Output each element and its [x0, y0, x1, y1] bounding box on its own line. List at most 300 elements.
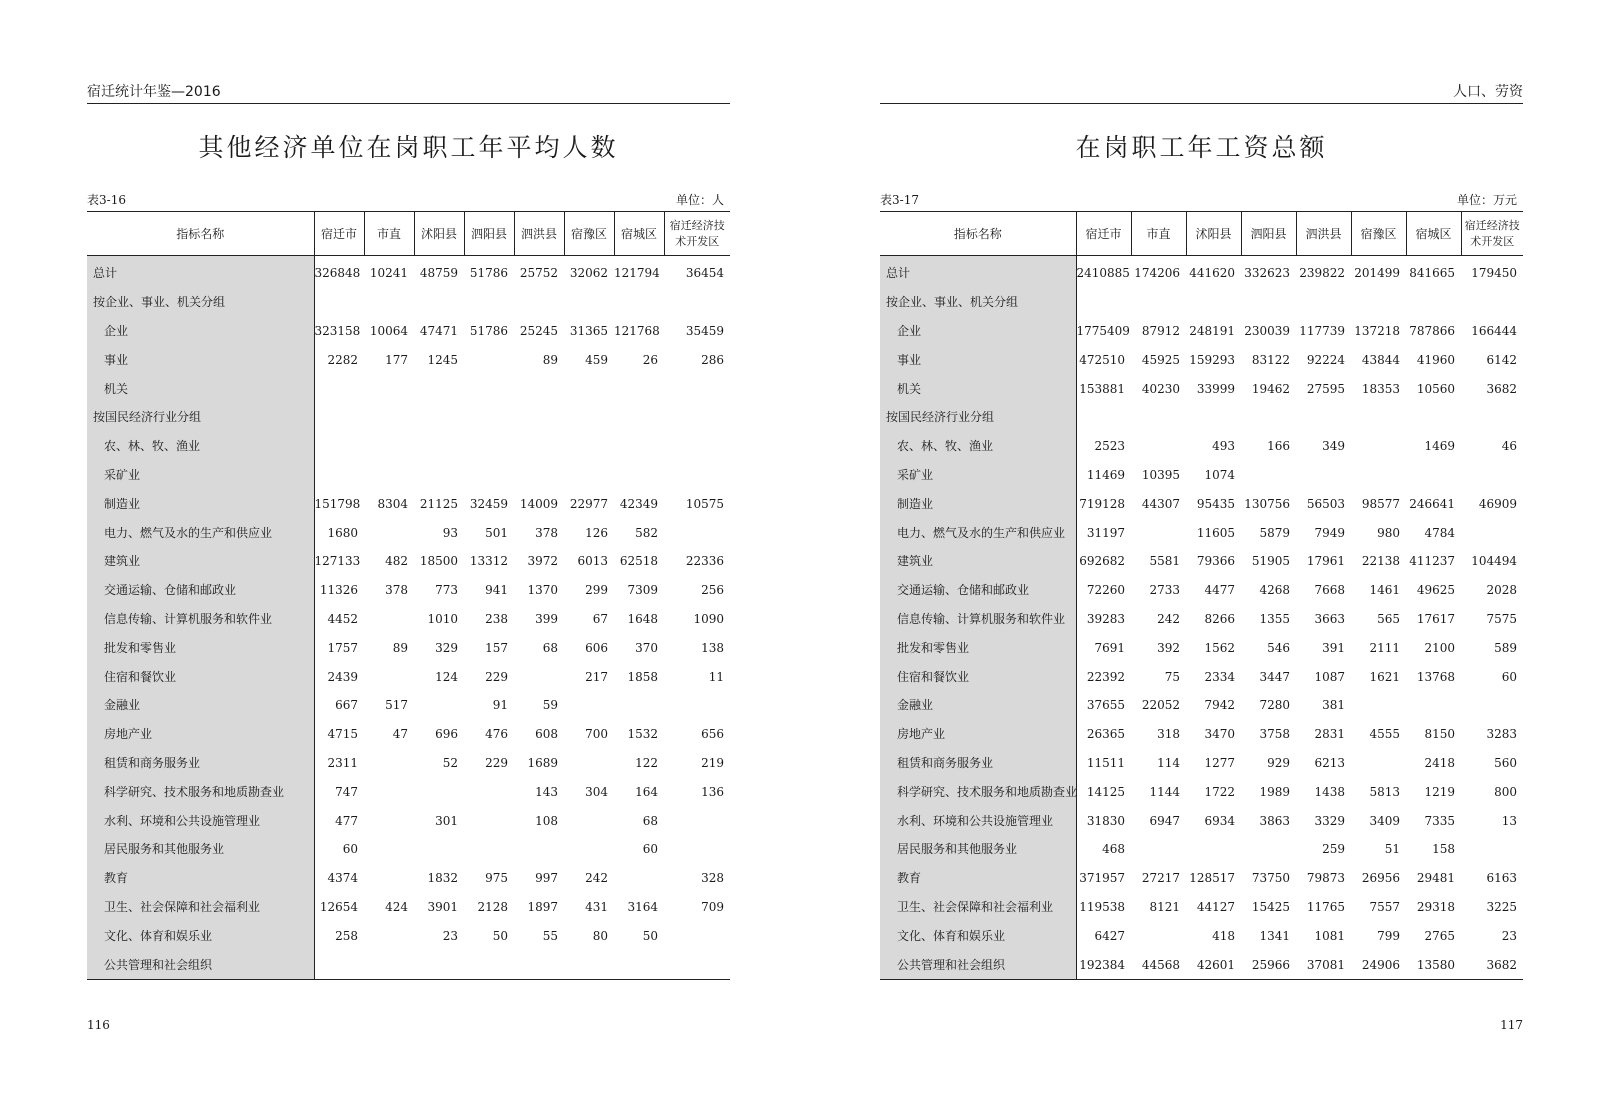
running-head: 人口、劳资	[880, 83, 1523, 104]
table-cell	[464, 461, 514, 490]
table-cell: 174206	[1134, 266, 1180, 281]
table-cell	[564, 461, 614, 490]
table-cell: 73750	[1251, 871, 1290, 886]
table-cell: 1370	[527, 583, 558, 598]
row-label: 卫生、社会保障和社会福利业	[87, 893, 314, 922]
table-row	[87, 288, 730, 317]
table-row	[87, 489, 730, 518]
table-cell: 378	[385, 583, 408, 598]
unit-label: 单位：万元	[1456, 193, 1517, 207]
table-cell: 4555	[1369, 727, 1400, 742]
row-label: 公共管理和社会组织	[87, 950, 314, 979]
table-cell: 459	[585, 352, 608, 367]
table-cell: 2418	[1424, 755, 1455, 770]
table-cell: 476	[485, 727, 508, 742]
table-cell: 32459	[469, 496, 508, 511]
table-row	[87, 374, 730, 403]
table-row	[880, 921, 1523, 950]
table-cell: 14125	[1086, 784, 1125, 799]
table-cell: 67	[592, 611, 608, 626]
row-label: 事业	[87, 345, 314, 374]
table-cell: 318	[1157, 727, 1180, 742]
table-row	[87, 403, 730, 432]
table-row	[87, 345, 730, 374]
table-cell	[414, 374, 464, 403]
table-cell: 1090	[693, 611, 724, 626]
table-cell: 68	[642, 813, 658, 828]
row-label: 租赁和商务服务业	[87, 749, 314, 778]
row-label: 建筑业	[87, 547, 314, 576]
table-cell: 328	[701, 871, 724, 886]
table-cell: 72260	[1086, 583, 1125, 598]
table-cell: 392	[1157, 640, 1180, 655]
table-cell: 29481	[1416, 871, 1455, 886]
table-cell: 1989	[1259, 784, 1290, 799]
row-label: 农、林、牧、渔业	[880, 432, 1076, 461]
table-cell: 31365	[569, 323, 608, 338]
table-cell: 46	[1501, 439, 1517, 454]
table-cell: 87912	[1141, 323, 1180, 338]
table-cell: 4452	[327, 611, 358, 626]
table-cell: 700	[585, 727, 608, 742]
table-cell: 47	[392, 727, 408, 742]
table-cell: 7335	[1424, 813, 1455, 828]
table-cell	[614, 864, 664, 893]
table-cell	[414, 950, 464, 979]
table-cell: 5581	[1149, 554, 1180, 569]
table-cell	[1131, 403, 1186, 432]
table-cell: 2765	[1424, 928, 1455, 943]
table-cell: 42601	[1186, 950, 1241, 979]
row-label: 房地产业	[87, 720, 314, 749]
table-cell	[1351, 432, 1406, 461]
table-cell	[514, 403, 564, 432]
table-cell: 13580	[1406, 950, 1461, 979]
table-cell	[1406, 288, 1461, 317]
table-cell	[1186, 288, 1241, 317]
header-row	[87, 212, 730, 256]
table-cell: 10241	[369, 266, 408, 281]
table-cell: 158	[1432, 842, 1455, 857]
table-row	[880, 749, 1523, 778]
table-cell	[1076, 288, 1131, 317]
table-cell: 92224	[1306, 352, 1345, 367]
table-cell	[664, 374, 730, 403]
table-cell: 11765	[1306, 899, 1345, 914]
table-cell	[1461, 691, 1523, 720]
table-row	[880, 317, 1523, 346]
table-cell: 3225	[1486, 899, 1517, 914]
row-label: 按企业、事业、机关分组	[880, 288, 1076, 317]
table-cell: 5879	[1259, 525, 1290, 540]
table-cell: 299	[585, 583, 608, 598]
table-cell: 43844	[1361, 352, 1400, 367]
row-label: 信息传输、计算机服务和软件业	[880, 605, 1076, 634]
table-cell	[364, 662, 414, 691]
table-row	[87, 691, 730, 720]
table-cell: 1469	[1424, 439, 1455, 454]
column-header: 市直	[1131, 212, 1186, 256]
table-cell	[564, 806, 614, 835]
table-row	[87, 921, 730, 950]
row-label: 公共管理和社会组织	[880, 950, 1076, 979]
table-cell	[364, 518, 414, 547]
table-row	[87, 432, 730, 461]
table-row	[87, 461, 730, 490]
table-row	[87, 749, 730, 778]
table-cell: 164	[635, 784, 658, 799]
table-cell: 329	[435, 640, 458, 655]
table-row	[880, 576, 1523, 605]
table-cell	[1241, 835, 1296, 864]
table-cell: 3663	[1314, 611, 1345, 626]
table-cell	[364, 950, 414, 979]
table-cell: 13312	[469, 554, 508, 569]
table-cell: 1355	[1259, 611, 1290, 626]
table-cell: 25245	[519, 323, 558, 338]
row-label: 信息传输、计算机服务和软件业	[87, 605, 314, 634]
table-cell	[664, 806, 730, 835]
table-cell	[364, 432, 414, 461]
table-cell: 121768	[614, 323, 660, 338]
table-cell: 2311	[327, 755, 358, 770]
table-row	[880, 256, 1523, 288]
row-label: 金融业	[87, 691, 314, 720]
table-cell: 3901	[427, 899, 458, 914]
table-cell: 17617	[1416, 611, 1455, 626]
table-cell: 6142	[1486, 352, 1517, 367]
table-cell: 799	[1377, 928, 1400, 943]
table-cell	[564, 288, 614, 317]
table-cell	[464, 777, 514, 806]
table-cell: 656	[701, 727, 724, 742]
table-cell: 6427	[1094, 928, 1125, 943]
table-cell: 477	[335, 813, 358, 828]
table-cell: 259	[1322, 842, 1345, 857]
running-head: 宿迁统计年鉴—2016	[87, 83, 730, 104]
table-cell: 95435	[1196, 496, 1235, 511]
table-cell	[364, 835, 414, 864]
table-cell: 5813	[1369, 784, 1400, 799]
table-cell: 229	[485, 669, 508, 684]
table-cell: 565	[1377, 611, 1400, 626]
table-cell	[1461, 835, 1523, 864]
table-cell: 608	[535, 727, 558, 742]
row-label: 采矿业	[880, 461, 1076, 490]
table-cell: 1144	[1149, 784, 1180, 799]
table-cell: 11469	[1086, 467, 1125, 482]
row-label: 教育	[880, 864, 1076, 893]
table-cell: 44307	[1141, 496, 1180, 511]
table-cell: 6163	[1486, 871, 1517, 886]
table-row	[880, 720, 1523, 749]
table-cell: 18500	[419, 554, 458, 569]
table-cell: 517	[385, 698, 408, 713]
table-cell: 7691	[1094, 640, 1125, 655]
table-row	[880, 662, 1523, 691]
table-cell: 79873	[1306, 871, 1345, 886]
table-cell: 25752	[519, 266, 558, 281]
table-cell	[564, 691, 614, 720]
table-row	[87, 605, 730, 634]
table-cell: 37081	[1296, 950, 1351, 979]
table-cell	[364, 806, 414, 835]
table-cell	[514, 374, 564, 403]
table-cell: 304	[585, 784, 608, 799]
table-cell: 22392	[1086, 669, 1125, 684]
table-cell: 83122	[1251, 352, 1290, 367]
table-cell	[464, 345, 514, 374]
table-row	[87, 256, 730, 288]
row-label: 科学研究、技术服务和地质勘查业	[880, 777, 1076, 806]
table-cell	[364, 864, 414, 893]
table-cell: 11	[708, 669, 724, 684]
table-cell	[1461, 403, 1523, 432]
table-cell	[364, 374, 414, 403]
page-title: 其他经济单位在岗职工年平均人数	[198, 133, 619, 162]
table-cell: 239822	[1299, 266, 1345, 281]
table-cell	[464, 950, 514, 979]
table-cell: 6013	[577, 554, 608, 569]
table-cell: 747	[335, 784, 358, 799]
table-cell: 2334	[1204, 669, 1235, 684]
row-label: 交通运输、仓储和邮政业	[87, 576, 314, 605]
table-cell: 7280	[1259, 698, 1290, 713]
table-cell	[614, 403, 664, 432]
table-cell: 17961	[1306, 554, 1345, 569]
table-cell: 719128	[1079, 496, 1125, 511]
table-cell: 179450	[1471, 266, 1517, 281]
table-cell: 49625	[1416, 583, 1455, 598]
table-cell	[564, 835, 614, 864]
row-label: 按企业、事业、机关分组	[87, 288, 314, 317]
row-label: 建筑业	[880, 547, 1076, 576]
table-cell: 248191	[1189, 323, 1235, 338]
table-row	[880, 489, 1523, 518]
row-label: 批发和零售业	[880, 633, 1076, 662]
table-cell: 80	[592, 928, 608, 943]
row-label: 科学研究、技术服务和地质勘查业	[87, 777, 314, 806]
table-cell: 2410885	[1076, 266, 1130, 281]
table-cell	[314, 432, 364, 461]
row-label: 住宿和餐饮业	[87, 662, 314, 691]
table-cell: 1858	[627, 669, 658, 684]
table-cell	[1241, 403, 1296, 432]
table-cell: 137218	[1354, 323, 1400, 338]
row-label: 电力、燃气及水的生产和供应业	[880, 518, 1076, 547]
table-cell: 47471	[419, 323, 458, 338]
table-cell: 51905	[1251, 554, 1290, 569]
table-cell	[414, 835, 464, 864]
table-cell: 37655	[1086, 698, 1125, 713]
table-cell	[464, 835, 514, 864]
table-cell: 371957	[1079, 871, 1125, 886]
table-cell: 301	[435, 813, 458, 828]
page-number: 116	[87, 1018, 110, 1032]
table-cell: 89	[392, 640, 408, 655]
table-cell: 1341	[1259, 928, 1290, 943]
table-cell: 6947	[1149, 813, 1180, 828]
table-cell: 246641	[1409, 496, 1455, 511]
column-header: 沭阳县	[414, 212, 464, 256]
table-cell: 201499	[1354, 266, 1400, 281]
table-cell: 2439	[327, 669, 358, 684]
table-cell	[314, 461, 364, 490]
table-cell: 10575	[685, 496, 724, 511]
table-cell: 1832	[427, 871, 458, 886]
table-row	[87, 720, 730, 749]
header-indicator-name: 指标名称	[880, 212, 1076, 256]
table-cell: 667	[335, 698, 358, 713]
table-cell: 3972	[527, 554, 558, 569]
table-cell	[514, 950, 564, 979]
row-label: 卫生、社会保障和社会福利业	[880, 893, 1076, 922]
table-cell	[1351, 461, 1406, 490]
table-cell: 42349	[619, 496, 658, 511]
table-cell: 230039	[1244, 323, 1290, 338]
table-cell: 997	[535, 871, 558, 886]
table-cell: 21125	[419, 496, 458, 511]
table-cell: 980	[1377, 525, 1400, 540]
table-cell: 4477	[1204, 583, 1235, 598]
row-label: 事业	[880, 345, 1076, 374]
table-cell: 229	[485, 755, 508, 770]
table-cell	[1186, 835, 1241, 864]
column-header: 宿迁市	[314, 212, 364, 256]
table-cell: 286	[701, 352, 724, 367]
table-cell: 138	[701, 640, 724, 655]
table-cell: 773	[435, 583, 458, 598]
table-cell: 8304	[377, 496, 408, 511]
table-row	[880, 461, 1523, 490]
table-cell: 1461	[1369, 583, 1400, 598]
table-row	[87, 893, 730, 922]
table-row	[87, 633, 730, 662]
table-row	[87, 518, 730, 547]
table-cell: 166	[1267, 439, 1290, 454]
table-cell: 33999	[1196, 381, 1235, 396]
table-cell: 3283	[1486, 727, 1517, 742]
table-cell: 8150	[1424, 727, 1455, 742]
table-cell: 1245	[427, 352, 458, 367]
table-cell	[414, 288, 464, 317]
table-cell	[464, 374, 514, 403]
table-cell: 15425	[1251, 899, 1290, 914]
table-cell	[1076, 403, 1131, 432]
table-row	[880, 777, 1523, 806]
table-cell: 8266	[1204, 611, 1235, 626]
table-cell: 709	[701, 899, 724, 914]
table-row	[880, 288, 1523, 317]
table-cell	[364, 777, 414, 806]
table-cell: 3409	[1369, 813, 1400, 828]
table-cell: 2523	[1094, 439, 1125, 454]
table-cell: 13	[1501, 813, 1517, 828]
table-cell: 560	[1494, 755, 1517, 770]
table-cell: 424	[385, 899, 408, 914]
table-cell: 14009	[519, 496, 558, 511]
table-cell: 22977	[569, 496, 608, 511]
table-row	[87, 317, 730, 346]
table-cell: 121794	[614, 266, 660, 281]
table-cell	[1351, 403, 1406, 432]
table-cell: 22336	[685, 554, 724, 569]
table-cell: 51786	[469, 323, 508, 338]
table-cell: 108	[535, 813, 558, 828]
table-cell	[414, 691, 464, 720]
table-cell: 6213	[1314, 755, 1345, 770]
column-header: 宿城区	[614, 212, 664, 256]
table-cell	[414, 461, 464, 490]
table-cell	[514, 835, 564, 864]
column-header: 泗阳县	[1241, 212, 1296, 256]
table-cell: 10560	[1416, 381, 1455, 396]
table-cell: 1277	[1204, 755, 1235, 770]
table-row	[880, 633, 1523, 662]
table-cell: 418	[1212, 928, 1235, 943]
table-cell: 1897	[527, 899, 558, 914]
table-cell	[564, 950, 614, 979]
row-label: 租赁和商务服务业	[880, 749, 1076, 778]
table-cell: 326848	[314, 266, 361, 281]
table-cell: 46909	[1478, 496, 1517, 511]
table-cell	[314, 403, 364, 432]
table-cell: 1722	[1204, 784, 1235, 799]
row-label: 机关	[880, 374, 1076, 403]
table-row	[87, 950, 730, 979]
table-cell: 60	[1501, 669, 1517, 684]
table-cell: 68	[542, 640, 558, 655]
table-row	[87, 835, 730, 864]
table-cell: 22138	[1361, 554, 1400, 569]
table-row	[87, 576, 730, 605]
table-cell: 582	[635, 525, 658, 540]
table-cell: 2100	[1424, 640, 1455, 655]
table-cell	[364, 605, 414, 634]
table-cell	[364, 288, 414, 317]
table-cell	[464, 403, 514, 432]
table-row	[880, 806, 1523, 835]
table-cell: 6934	[1204, 813, 1235, 828]
table-row	[87, 777, 730, 806]
table-cell	[314, 288, 364, 317]
table-cell: 75	[1164, 669, 1180, 684]
table-row	[880, 403, 1523, 432]
table-cell: 441620	[1189, 266, 1235, 281]
table-row	[87, 806, 730, 835]
table-cell: 323158	[314, 323, 361, 338]
table-row	[87, 864, 730, 893]
row-label: 水利、环境和公共设施管理业	[87, 806, 314, 835]
table-cell	[664, 518, 730, 547]
table-cell	[1296, 403, 1351, 432]
table-cell: 11605	[1196, 525, 1235, 540]
table-cell: 56503	[1306, 496, 1345, 511]
table-cell: 3758	[1259, 727, 1290, 742]
table-cell: 256	[701, 583, 724, 598]
table-cell: 370	[635, 640, 658, 655]
table-cell	[364, 403, 414, 432]
table-cell: 157	[485, 640, 508, 655]
table-cell	[364, 749, 414, 778]
table-cell	[614, 374, 664, 403]
table-row	[880, 691, 1523, 720]
table-cell	[314, 950, 364, 979]
unit-label: 单位：人	[675, 193, 724, 207]
right-page	[880, 0, 1523, 1099]
header-indicator-name: 指标名称	[87, 212, 314, 256]
row-label: 交通运输、仓储和邮政业	[880, 576, 1076, 605]
